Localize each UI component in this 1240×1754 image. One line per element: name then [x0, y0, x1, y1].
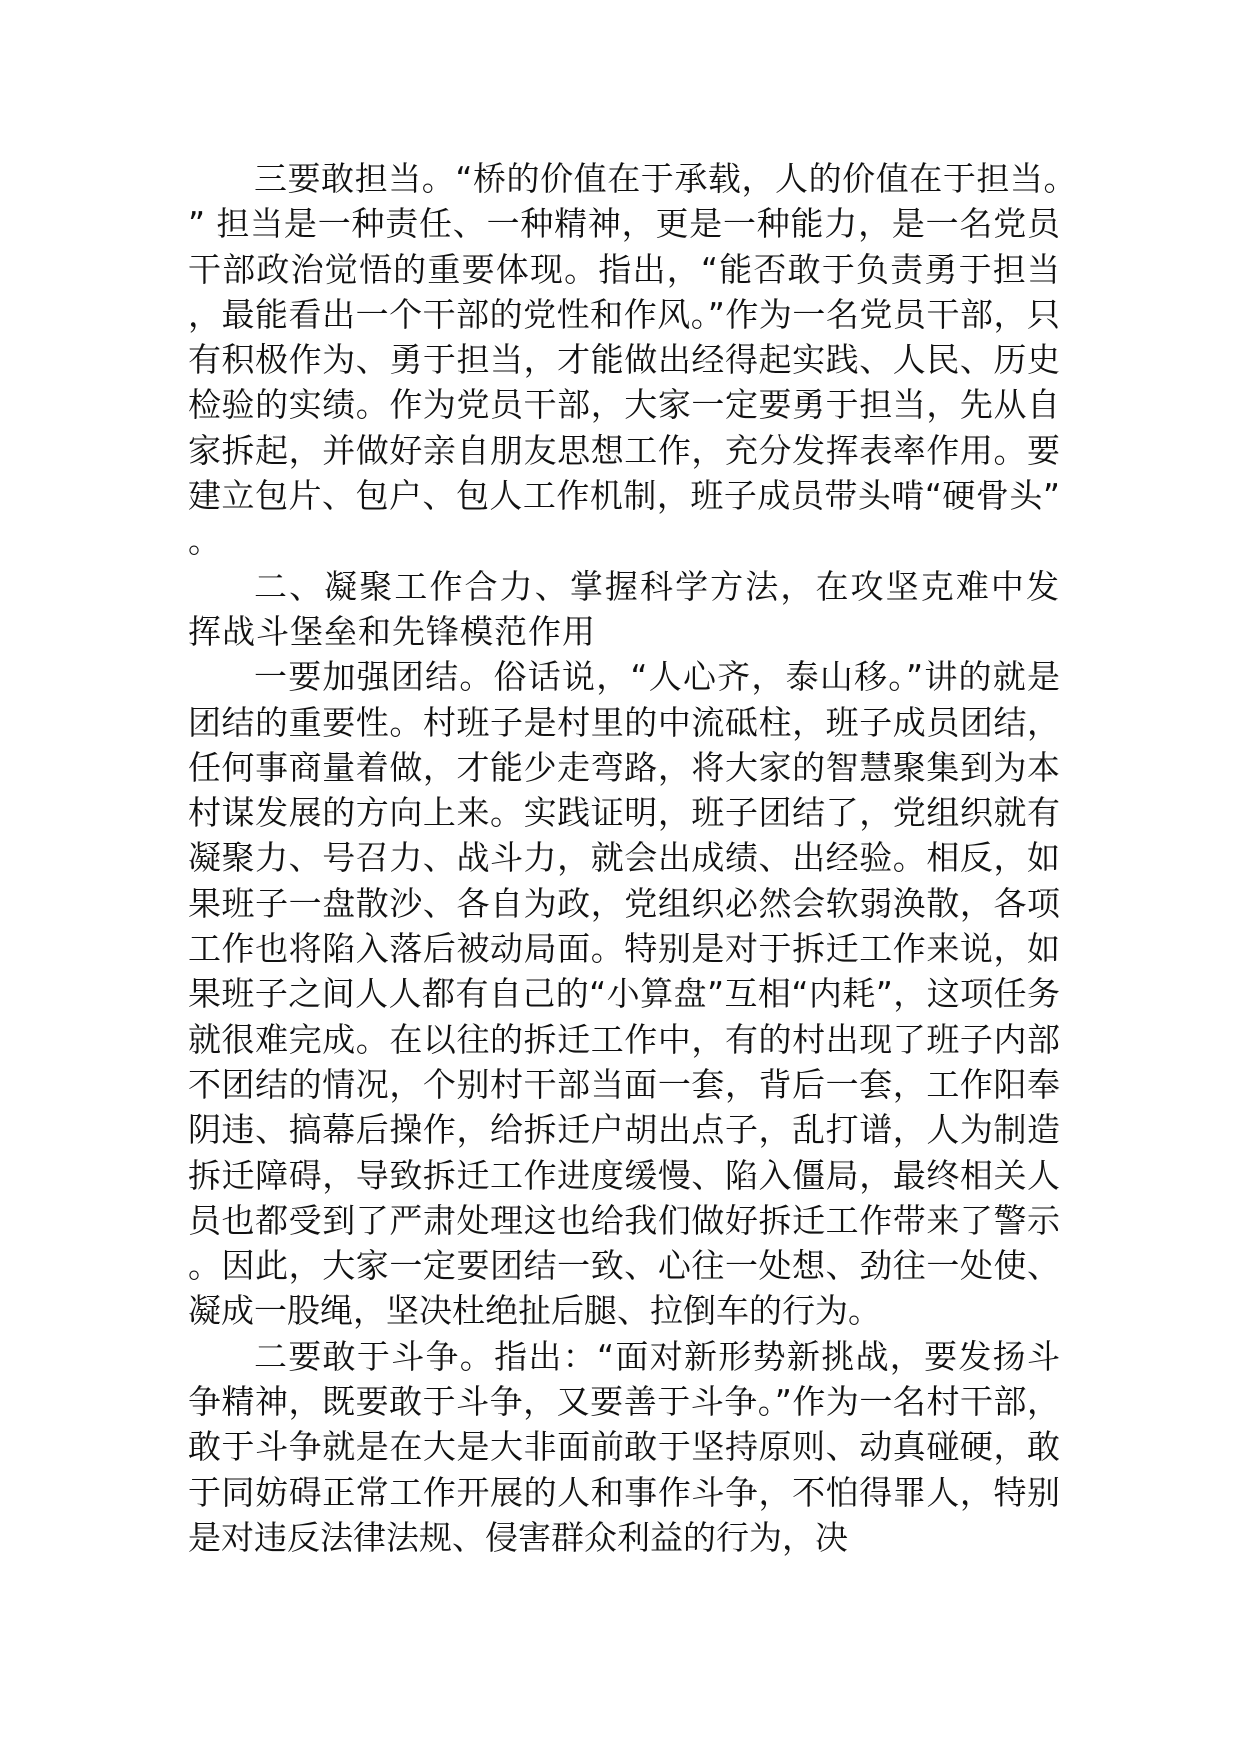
paragraph-responsibility: 三要敢担当。“桥的价值在于承载，人的价值在于担当。” 担当是一种责任、一种精神，更是一种能力，是一名党员干部政治觉悟的重要体现。指出，“能否敢于负责勇于担当，最能看出一个干部的党性和作风。”作为一名党员干部，只有积极作为、勇于担当，才能做出经得起实践、人民、历史检验的实绩。作为党员干部，大家一定要勇于担当，先从自家拆起，并做好亲自朋友思想工作，充分发挥表率作用。要建立包片、包户、包人工作机制，班子成员带头啃“硬骨头”。 [188, 159, 1060, 561]
section-heading-two: 二、凝聚工作合力、掌握科学方法，在攻坚克难中发挥战斗堡垒和先锋模范作用 [188, 566, 1060, 651]
paragraph-unity: 一要加强团结。俗话说，“人心齐，泰山移。”讲的就是团结的重要性。村班子是村里的中流砥柱，班子成员团结，任何事商量着做，才能少走弯路，将大家的智慧聚集到为本村谋发展的方向上来。实践证明，班子团结了，党组织就有凝聚力、号召力、战斗力，就会出成绩、出经验。相反，如果班子一盘散沙、各自为政，党组织必然会软弱涣散，各项工作也将陷入落后被动局面。特别是对于拆迁工作来说，如果班子之间人人都有自己的“小算盘”互相“内耗”，这项任务就很难完成。在以往的拆迁工作中，有的村出现了班子内部不团结的情况，个别村干部当面一套，背后一套，工作阳奉阴违、搞幕后操作，给拆迁户胡出点子，乱打谱，人为制造拆迁障碍，导致拆迁工作进度缓慢、陷入僵局，最终相关人员也都受到了严肃处理这也给我们做好拆迁工作带来了警示。因此，大家一定要团结一致、心往一处想、劲往一处使、凝成一股绳，坚决杜绝扯后腿、拉倒车的行为。 [188, 657, 1060, 1331]
document-body [188, 156, 1060, 1560]
paragraph-struggle: 二要敢于斗争。指出：“面对新形势新挑战，要发扬斗争精神，既要敢于斗争，又要善于斗争。”作为一名村干部，敢于斗争就是在大是大非面前敢于坚持原则、动真碰硬，敢于同妨碍正常工作开展的人和事作斗争，不怕得罪人，特别是对违反法律法规、侵害群众利益的行为，决 [188, 1336, 1060, 1557]
